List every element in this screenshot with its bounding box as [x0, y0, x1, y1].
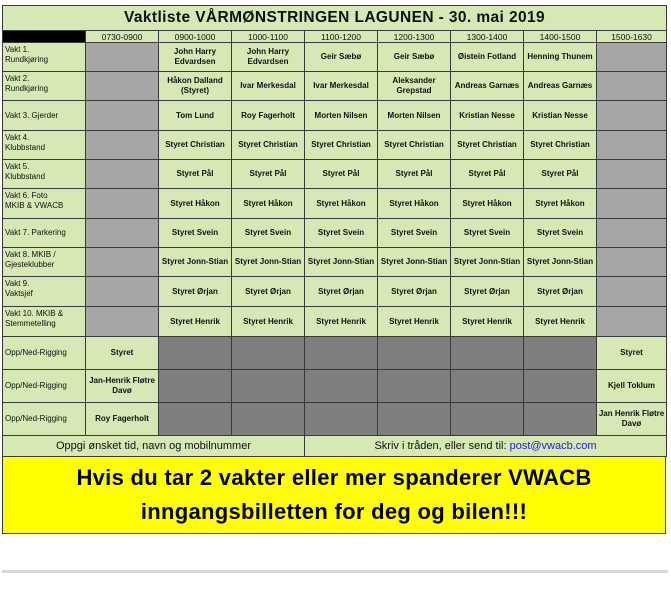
shift-assignment: Kristian Nesse [451, 101, 524, 131]
shift-assignment: Styret Svein [159, 219, 232, 248]
shift-row [3, 131, 667, 160]
unavailable-slot [86, 248, 159, 277]
shift-assignment: Morten Nilsen [305, 101, 378, 131]
shift-assignment: Styret Christian [524, 131, 597, 160]
shift-label-line: Vakt 4. [5, 133, 30, 142]
unavailable-slot [597, 160, 667, 189]
shift-row [3, 277, 667, 307]
shift-assignment: Styret Henrik [451, 307, 524, 337]
time-slot-header: 1000-1100 [232, 31, 305, 43]
footer-row [3, 436, 667, 457]
shift-assignment: Styret Henrik [378, 307, 451, 337]
rigging-row [3, 337, 667, 370]
shift-label-line: Stemmetelling [5, 319, 56, 328]
shift-row [3, 43, 667, 72]
shift-label-line: MKIB & VWACB [5, 201, 64, 210]
unavailable-slot [597, 43, 667, 72]
shift-label-line: Vakt 7. Parkering [5, 228, 66, 237]
unavailable-slot [597, 248, 667, 277]
shift-assignment: Styret Svein [305, 219, 378, 248]
shift-assignment: John Harry Edvardsen [159, 43, 232, 72]
shift-label-line: Gjesteklubber [5, 260, 55, 269]
shift-schedule [2, 5, 666, 534]
shift-label-line: Vakt 2. [5, 74, 30, 83]
email-link[interactable]: post@vwacb.com [509, 440, 597, 452]
rigging-row [3, 370, 667, 403]
unavailable-slot [378, 337, 451, 370]
shift-label-line: Rundkjøring [5, 55, 49, 64]
unavailable-slot [305, 370, 378, 403]
shift-label-line: Rundkjøring [5, 84, 49, 93]
unavailable-slot [86, 101, 159, 131]
shift-assignment: Styret Svein [524, 219, 597, 248]
footer-contact [305, 436, 667, 457]
unavailable-slot [86, 277, 159, 307]
unavailable-slot [305, 403, 378, 436]
shift-label-line: Vakt 5. [5, 162, 30, 171]
unavailable-slot [597, 72, 667, 101]
shift-label [3, 101, 86, 131]
shift-assignment: Styret Henrik [232, 307, 305, 337]
shift-label-line: Klubbstand [5, 143, 46, 152]
rigging-row [3, 403, 667, 436]
unavailable-slot [378, 370, 451, 403]
unavailable-slot [86, 189, 159, 219]
shift-assignment: Tom Lund [159, 101, 232, 131]
unavailable-slot [159, 337, 232, 370]
banner-line-2: inngangsbilletten for deg og bilen!!! [140, 499, 528, 524]
shift-assignment: Aleksander Grepstad [378, 72, 451, 101]
shift-assignment: Styret Christian [378, 131, 451, 160]
shift-label [3, 131, 86, 160]
unavailable-slot [86, 131, 159, 160]
unavailable-slot [86, 72, 159, 101]
shift-label [3, 248, 86, 277]
time-slot-header: 1300-1400 [451, 31, 524, 43]
shift-assignment: Styret Ørjan [232, 277, 305, 307]
shift-assignment: Håkon Dalland (Styret) [159, 72, 232, 101]
shift-assignment: Styret Ørjan [524, 277, 597, 307]
shift-assignment: Morten Nilsen [378, 101, 451, 131]
rigging-label: Opp/Ned-Rigging [3, 337, 86, 370]
shift-assignment: Ivar Merkesdal [305, 72, 378, 101]
shift-label [3, 219, 86, 248]
shift-label-line: Klubbstand [5, 172, 46, 181]
shift-row [3, 160, 667, 189]
shift-assignment: Styret Svein [232, 219, 305, 248]
unavailable-slot [597, 277, 667, 307]
unavailable-slot [86, 219, 159, 248]
shift-assignment: Henning Thunem [524, 43, 597, 72]
shift-assignment: Styret Pål [159, 160, 232, 189]
shift-assignment: Styret Christian [232, 131, 305, 160]
unavailable-slot [232, 403, 305, 436]
shift-label [3, 277, 86, 307]
shift-assignment: Styret Håkon [524, 189, 597, 219]
shift-label [3, 307, 86, 337]
shift-label-line: Vakt 6. Foto [5, 191, 48, 200]
shift-assignment: Kristian Nesse [524, 101, 597, 131]
rigging-morning: Styret [86, 337, 159, 370]
unavailable-slot [86, 160, 159, 189]
shift-assignment: Styret Håkon [451, 189, 524, 219]
rigging-evening: Kjell Toklum [597, 370, 667, 403]
unavailable-slot [378, 403, 451, 436]
shift-assignment: Styret Jonn-Stian [451, 248, 524, 277]
footer-instructions: Oppgi ønsket tid, navn og mobilnummer [3, 436, 305, 457]
shift-assignment: Styret Håkon [232, 189, 305, 219]
shift-assignment: Styret Pål [232, 160, 305, 189]
rigging-evening: Jan Henrik Fløtre Davø [597, 403, 667, 436]
unavailable-slot [232, 337, 305, 370]
shift-assignment: Styret Pål [378, 160, 451, 189]
unavailable-slot [597, 189, 667, 219]
shift-assignment: Styret Jonn-Stian [305, 248, 378, 277]
unavailable-slot [305, 337, 378, 370]
time-slot-header: 1500-1630 [597, 31, 667, 43]
promo-banner [2, 457, 666, 534]
shift-assignment: Styret Ørjan [378, 277, 451, 307]
shift-assignment: Styret Christian [451, 131, 524, 160]
shift-assignment: Styret Ørjan [305, 277, 378, 307]
shift-label-line: Vaktsjef [5, 289, 33, 298]
banner-line-1: Hvis du tar 2 vakter eller mer spanderer VWACB [76, 465, 592, 490]
shift-label-line: Vakt 8. MKIB / [5, 250, 56, 259]
shift-label-line: Vakt 10. MKIB & [5, 309, 64, 318]
shift-assignment: Styret Jonn-Stian [232, 248, 305, 277]
unavailable-slot [524, 337, 597, 370]
shift-assignment: Styret Svein [451, 219, 524, 248]
shift-label-line: Vakt 3. Gjerder [5, 110, 59, 120]
shift-assignment: Styret Pål [524, 160, 597, 189]
page-shadow [2, 570, 668, 573]
unavailable-slot [159, 403, 232, 436]
time-slot-header: 0730-0900 [86, 31, 159, 43]
shift-assignment: Roy Fagerholt [232, 101, 305, 131]
shift-label [3, 72, 86, 101]
shift-row [3, 248, 667, 277]
shift-assignment: Styret Jonn-Stian [524, 248, 597, 277]
unavailable-slot [451, 370, 524, 403]
unavailable-slot [524, 370, 597, 403]
shift-assignment: John Harry Edvardsen [232, 43, 305, 72]
shift-assignment: Styret Henrik [159, 307, 232, 337]
time-slot-header: 0900-1000 [159, 31, 232, 43]
unavailable-slot [451, 403, 524, 436]
shift-assignment: Styret Jonn-Stian [378, 248, 451, 277]
unavailable-slot [86, 307, 159, 337]
shift-assignment: Styret Christian [159, 131, 232, 160]
unavailable-slot [597, 219, 667, 248]
time-slot-header: 1100-1200 [305, 31, 378, 43]
shift-row [3, 101, 667, 131]
shift-label [3, 189, 86, 219]
rigging-label: Opp/Ned-Rigging [3, 370, 86, 403]
unavailable-slot [451, 337, 524, 370]
shift-assignment: Andreas Garnæs [451, 72, 524, 101]
footer-contact-text: Skriv i tråden, eller send til: [374, 440, 510, 452]
shift-assignment: Geir Sæbø [305, 43, 378, 72]
rigging-label: Opp/Ned-Rigging [3, 403, 86, 436]
shift-label-line: Vakt 1. [5, 45, 30, 54]
unavailable-slot [597, 131, 667, 160]
rigging-morning: Jan-Henrik Fløtre Davø [86, 370, 159, 403]
unavailable-slot [86, 43, 159, 72]
unavailable-slot [159, 370, 232, 403]
shift-assignment: Styret Håkon [159, 189, 232, 219]
shift-assignment: Styret Jonn-Stian [159, 248, 232, 277]
shift-assignment: Styret Svein [378, 219, 451, 248]
rigging-evening: Styret [597, 337, 667, 370]
shift-assignment: Ivar Merkesdal [232, 72, 305, 101]
shift-row [3, 219, 667, 248]
shift-label-line: Vakt 9. [5, 279, 30, 288]
shift-assignment: Styret Ørjan [451, 277, 524, 307]
schedule-table [2, 5, 667, 457]
rigging-morning: Roy Fagerholt [86, 403, 159, 436]
time-slot-header: 1200-1300 [378, 31, 451, 43]
shift-assignment: Andreas Garnæs [524, 72, 597, 101]
shift-label [3, 160, 86, 189]
time-slot-header: 1400-1500 [524, 31, 597, 43]
shift-assignment: Styret Ørjan [159, 277, 232, 307]
shift-assignment: Øistein Fotland [451, 43, 524, 72]
unavailable-slot [597, 307, 667, 337]
unavailable-slot [597, 101, 667, 131]
shift-label [3, 43, 86, 72]
shift-assignment: Styret Henrik [524, 307, 597, 337]
shift-assignment: Styret Pål [305, 160, 378, 189]
shift-assignment: Geir Sæbø [378, 43, 451, 72]
shift-assignment: Styret Pål [451, 160, 524, 189]
shift-row [3, 307, 667, 337]
shift-assignment: Styret Håkon [378, 189, 451, 219]
unavailable-slot [524, 403, 597, 436]
page-title: Vaktliste VÅRMØNSTRINGEN LAGUNEN - 30. mai 2019 [3, 6, 667, 31]
shift-assignment: Styret Henrik [305, 307, 378, 337]
shift-row [3, 72, 667, 101]
shift-row [3, 189, 667, 219]
shift-assignment: Styret Håkon [305, 189, 378, 219]
header-corner [3, 31, 86, 43]
unavailable-slot [232, 370, 305, 403]
shift-assignment: Styret Christian [305, 131, 378, 160]
